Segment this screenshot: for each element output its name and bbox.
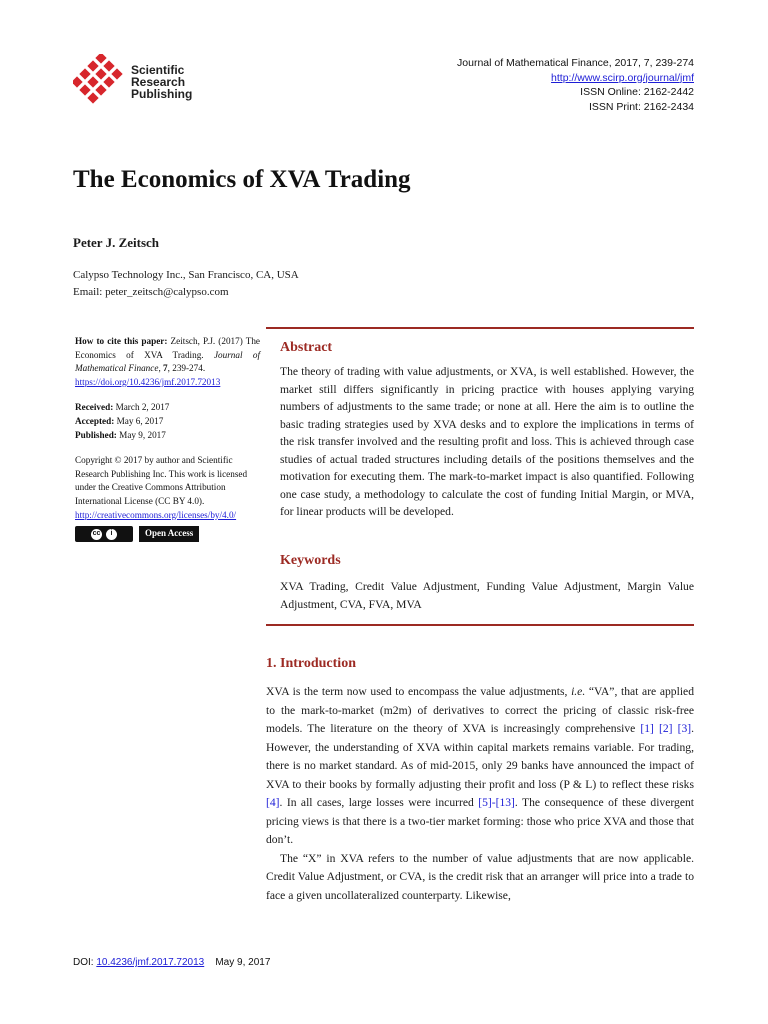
how-to-cite: How to cite this paper: Zeitsch, P.J. (2017) The Economics of XVA Trading. Journal of Mathematical Finance, 7, 239-274. https://doi.org/10.4236/jmf.2017.72013 [75, 336, 261, 387]
cite-text: Zeitsch, P.J. (2017) The Economics of XVA Trading. [75, 336, 261, 360]
scirp-diamond-icon [73, 54, 129, 106]
copyright-text: Copyright © 2017 by author and Scientific Research Publishing Inc. This work is licensed under the Creative Commons Attribution International License (CC BY 4.0). [75, 455, 248, 506]
doi-link[interactable]: https://doi.org/10.4236/jmf.2017.72013 [75, 376, 221, 387]
attribution-icon: i [106, 529, 117, 540]
paper-title: The Economics of XVA Trading [73, 166, 411, 193]
keywords-text: XVA Trading, Credit Value Adjustment, Funding Value Adjustment, Margin Value Adjustment, CVA, FVA, MVA [280, 580, 694, 611]
author-email: Email: peter_zeitsch@calypso.com [73, 286, 229, 298]
article-sidebar [75, 335, 260, 542]
received-label: Received: [75, 402, 114, 413]
intro-paragraph: The “X” in XVA refers to the number of value adjustments that are now applicable. Credit Value Adjustment, or CVA, is the credit risk that an arranger will price into a trade to face a given uncollateralized counterparty. Likewise, [266, 851, 694, 902]
cite-label: How to cite this paper: [75, 336, 168, 346]
article-dates [75, 401, 260, 442]
text-run: . However, the understanding of XVA within capital markets remains variable. For trading, there is no market standard. As of mid-2015, only 29 banks have announced the impact of XVA to their books by formally adjusting their profit and loss (P & L) to reflect these risks [266, 722, 695, 791]
text-run: XVA is the term now used to encompass the value adjustments, [266, 685, 568, 698]
text-run: . In all cases, large losses were incurred [279, 796, 474, 809]
text-run: “VA”, that are applied to the mark-to-market (m2m) of derivatives to correct the pricing of classic risk-free models. The literature on the theory of XVA is increasingly comprehensive [266, 685, 694, 735]
published-date: May 9, 2017 [119, 429, 166, 440]
published-label: Published: [75, 429, 117, 440]
journal-citation: Journal of Mathematical Finance, 2017, 7, 239-274 [457, 57, 694, 69]
issn-print: ISSN Print: 2162-2434 [588, 100, 694, 113]
affiliation-block [73, 267, 299, 301]
cc-by-badge-icon[interactable] [75, 526, 133, 542]
citation-ref-link[interactable]: [1] [640, 722, 654, 735]
intro-body [266, 683, 694, 905]
publisher-name-line: Scientific [131, 63, 185, 77]
issn-online: ISSN Online: 2162-2442 [580, 86, 694, 98]
intro-paragraph [266, 683, 694, 850]
publisher-logo [73, 54, 203, 106]
cc-icon: cc [91, 529, 102, 540]
abstract-bottom-rule [266, 624, 694, 626]
keywords-heading: Keywords [280, 553, 341, 568]
abstract-text: The theory of trading with value adjustments, or XVA, is well established. However, the market still differs significantly in pricing practice with houses applying varying numbers of adjustments to the same trade; or none at all. Here the aim is to outline the basic trading strategies used by XVA desks and to explore the implications in terms of the risk transfer involved and the resulting profit and loss. This is achieved through case studies of actual traded structures including details of the positions themselves and the motivation for executing them. The mark-to-market impact is also quantified. Following one case study, a methodology to calculate the cost of funding Initial Margin, or MVA, for linear products will be developed. [280, 365, 694, 518]
accepted-label: Accepted: [75, 415, 115, 426]
received-date: March 2, 2017 [115, 402, 170, 413]
citation-ref-link[interactable]: [2] [658, 722, 673, 735]
citation-ref-link[interactable]: [3] [677, 722, 692, 735]
cite-pages: , 239-274. [167, 363, 206, 374]
text-run: . The consequence of these divergent pricing views is that there is a two-tier market forming: those who price XVA and those that don’t. [266, 796, 694, 846]
citation-ref-link[interactable]: [5]-[13] [478, 796, 515, 809]
cite-journal: Journal of Mathematical Finance [75, 349, 260, 374]
accepted-date: May 6, 2017 [116, 415, 164, 426]
open-access-badge[interactable]: Open Access [139, 526, 199, 542]
copyright-notice [75, 454, 260, 522]
footer-date: May 9, 2017 [215, 957, 271, 968]
author-name: Peter J. Zeitsch [73, 235, 160, 250]
publisher-name-line: Publishing [131, 87, 193, 101]
journal-info [457, 56, 694, 114]
footer-doi-link[interactable]: 10.4236/jmf.2017.72013 [96, 957, 205, 968]
cite-volume: 7 [163, 363, 168, 374]
license-link[interactable]: http://creativecommons.org/licenses/by/4.0/ [75, 509, 237, 520]
intro-heading: 1. Introduction [266, 656, 356, 671]
footer-doi-label: DOI: [73, 957, 94, 968]
publisher-name-line: Research [131, 75, 186, 89]
abstract-top-rule [266, 327, 694, 329]
page-footer [73, 957, 270, 968]
publisher-name [131, 64, 192, 100]
journal-url-link[interactable]: http://www.scirp.org/journal/jmf [551, 71, 694, 84]
abstract-heading: Abstract [280, 340, 333, 355]
text-run: i.e. [571, 685, 586, 698]
citation-ref-link[interactable]: [4] [266, 796, 280, 809]
affiliation: Calypso Technology Inc., San Francisco, CA, USA [73, 269, 299, 281]
license-badges [75, 526, 260, 542]
